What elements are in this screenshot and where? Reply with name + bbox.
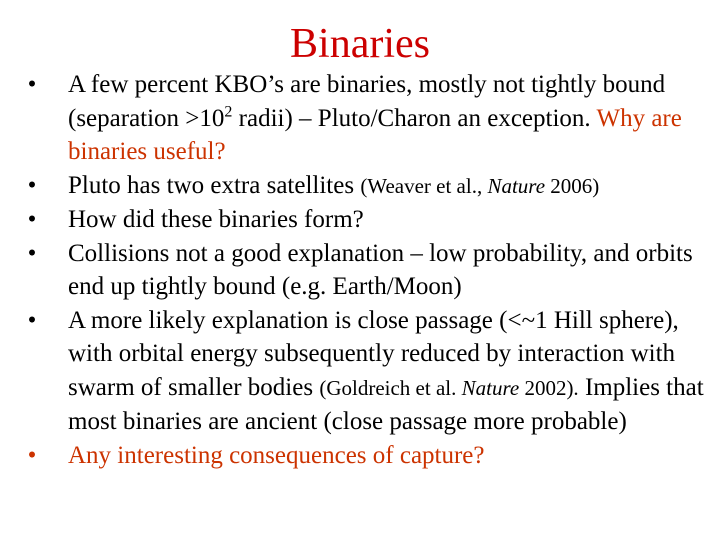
bullet-text: How did these binaries form? (68, 206, 364, 233)
highlight-question: Any interesting consequences of capture? (68, 441, 485, 469)
bullet-collisions (20, 237, 710, 304)
bullet-text: radii) – Pluto/Charon an exception. (232, 104, 597, 132)
bullet-text: Collisions not a good explanation – low probability, and orbits end up tightly bound (e.g. Earth/Moon) (68, 239, 693, 300)
bullet-icon: • (27, 171, 37, 199)
superscript-exponent: 2 (224, 103, 233, 121)
bullet-icon: • (27, 71, 37, 98)
bullet-pluto-satellites (20, 169, 710, 204)
bullet-text: A few percent KBO’s are binaries, mostly not tightly bound (separation >10 (68, 71, 666, 132)
bullet-text: Pluto has two extra satellites (68, 171, 361, 199)
citation-authors: (Goldreich et al. (319, 375, 462, 400)
bullet-text: A more likely explanation is close passage (<~1 Hill sphere), with orbital energy subsequently reduced by interaction with swarm of smaller bodies (68, 306, 679, 401)
citation-journal: Nature (461, 375, 520, 400)
bullet-icon: • (27, 441, 37, 469)
citation-year: 2002). (519, 375, 579, 400)
bullet-kbo-binaries (20, 68, 710, 169)
citation (319, 376, 578, 400)
bullet-text: Implies that most binaries are ancient (close passage more probable) (68, 373, 704, 435)
bullet-list (20, 68, 710, 472)
bullet-close-passage (20, 304, 710, 439)
slide-title: Binaries (290, 21, 430, 67)
bullet-capture-question (20, 439, 710, 473)
citation-year: 2006) (545, 173, 600, 198)
citation-authors: (Weaver et al., (360, 173, 488, 198)
highlight-question: Why are binaries useful? (68, 104, 682, 165)
bullet-icon: • (27, 306, 37, 334)
citation-journal: Nature (487, 173, 546, 198)
bullet-formation-question (20, 203, 710, 237)
bullet-icon: • (27, 206, 37, 233)
bullet-icon: • (27, 239, 37, 267)
citation (360, 174, 599, 198)
